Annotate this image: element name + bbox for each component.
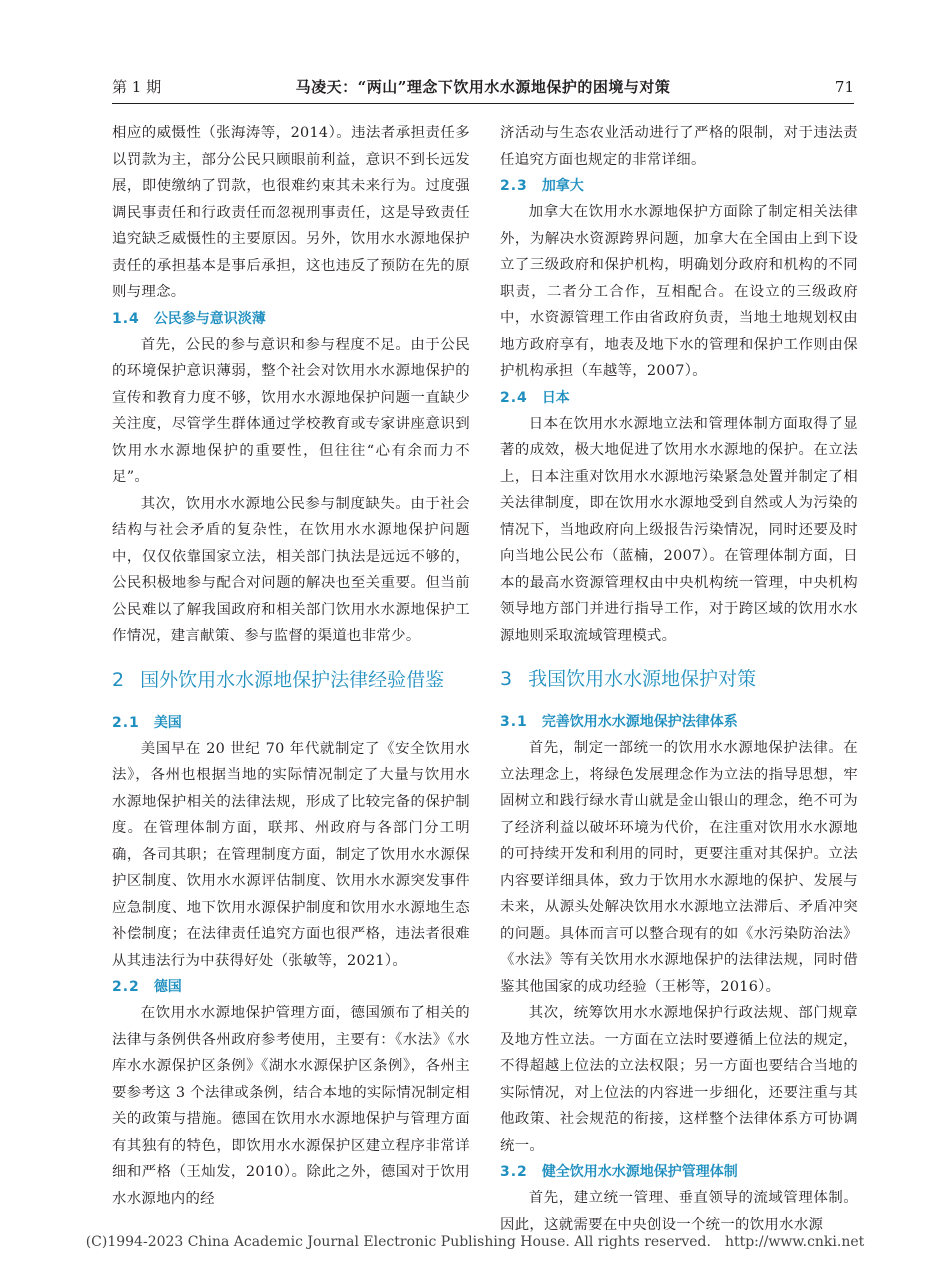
heading-text: 日本 bbox=[541, 389, 570, 406]
issue-label: 第 1 期 bbox=[112, 78, 162, 96]
heading-text: 完善饮用水水源地保护法律体系 bbox=[541, 714, 738, 730]
heading-text: 国外饮用水水源地保护法律经验借鉴 bbox=[140, 668, 445, 691]
copyright-text: (C)1994-2023 China Academic Journal Electronic Publishing House. All rights reserved. bbox=[85, 1234, 711, 1250]
subsection-heading-3-1 bbox=[500, 709, 858, 735]
paragraph: 其次，饮用水水源地公民参与制度缺失。由于社会结构与社会矛盾的复杂性，在饮用水水源地保护问题中，仅仅依靠国家立法，相关部门执法是远远不够的，公民积极地参与配合对问题的解决也至关重要。但当前公民难以了解我国政府和相关部门饮用水水源地保护工作情况，建言献策、参与监督的渠道也非常少。 bbox=[112, 495, 470, 644]
heading-number: 2.1 bbox=[112, 714, 140, 731]
paragraph: 济活动与生态农业活动进行了严格的限制，对于违法责任追究方面也规定的非常详细。 bbox=[500, 125, 858, 168]
heading-number: 2.4 bbox=[500, 389, 528, 406]
paragraph: 首先，制定一部统一的饮用水水源地保护法律。在立法理念上，将绿色发展理念作为立法的指导思想，牢固树立和践行绿水青山就是金山银山的理念，绝不可为了经济利益以破坏环境为代价，在注重对饮用水水源地的可持续开发和利用的同时，更要注重对其保护。立法内容要详细具体，致力于饮用水水源地的保护、发展与未来，从源头处解决饮用水水源地立法滞后、矛盾冲突的问题。具体而言可以整合现有的如《水污染防治法》《水法》等有关饮用水水源地保护的法律法规，同时借鉴其他国家的成功经验（王彬等，2016）。 bbox=[500, 740, 858, 995]
paragraph: 其次，统筹饮用水水源地保护行政法规、部门规章及地方性立法。一方面在立法时要遵循上位法的规定，不得超越上位法的立法权限；另一方面也要结合当地的实际情况，对上位法的内容进一步细化，还要注重与其他政策、社会规范的衔接，这样整个法律体系方可协调统一。 bbox=[500, 1005, 858, 1154]
heading-text: 我国饮用水水源地保护对策 bbox=[528, 668, 757, 690]
footer-url[interactable]: http://www.cnki.net bbox=[724, 1234, 865, 1250]
heading-number: 3 bbox=[500, 668, 513, 690]
heading-text: 加拿大 bbox=[541, 178, 584, 194]
paragraph: 美国早在 20 世纪 70 年代就制定了《安全饮用水法》，各州也根据当地的实际情况制定了大量与饮用水水源地保护相关的法律法规，形成了比较完备的保护制度。在管理体制方面，联邦、州政府与各部门分工明确，各司其职；在管理制度方面，制定了饮用水水源保护区制度、饮用水水源评估制度、饮用水水源突发事件应急制度、地下饮用水源保护制度和饮用水水源地生态补偿制度；在法律责任追究方面也很严格，违法者很难从其违法行为中获得好处（张敏等，2021）。 bbox=[112, 740, 470, 969]
subsection-heading-2-3 bbox=[500, 173, 858, 199]
paragraph: 首先，公民的参与意识和参与程度不足。由于公民的环境保护意识薄弱，整个社会对饮用水水源地保护的宣传和教育力度不够，饮用水水源地保护问题一直缺少关注度，尽管学生群体通过学校教育或专家讲座意识到饮用水水源地保护的重要性，但往往“心有余而力不足”。 bbox=[112, 336, 470, 485]
paragraph: 在饮用水水源地保护管理方面，德国颁布了相关的法律与条例供各州政府参考使用，主要有：《水法》《水库水水源保护区条例》《湖水水源保护区条例》，各州主要参考这 3 个法律或条例，结合本地的实际情况制定相关的政策与措施。德国在饮用水水源地保护与管理方面有其独有的特色，即饮用水水源保护区建立程序非常详细和严格（王灿发，2010）。除此之外，德国对于饮用水水源地内的经 bbox=[112, 1005, 470, 1207]
paragraph: 相应的威慑性（张海涛等，2014）。违法者承担责任多以罚款为主，部分公民只顾眼前利益，意识不到长远发展，即使缴纳了罚款，也很难约束其未来行为。过度强调民事责任和行政责任而忽视刑事责任，这是导致责任追究缺乏威慑性的主要原因。另外，饮用水水源地保护责任的承担基本是事后承担，这也违反了预防在先的原则与理念。 bbox=[112, 125, 470, 300]
paragraph: 加拿大在饮用水水源地保护方面除了制定相关法律外，为解决水资源跨界问题，加拿大在全国由上到下设立了三级政府和保护机构，明确划分政府和机构的不同职责，二者分工合作，互相配合。在设立的三级政府中，水资源管理工作由省政府负责，当地土地规划权由地方政府享有，地表及地下水的管理和保护工作则由保护机构承担（车越等，2007）。 bbox=[500, 204, 858, 379]
page-number: 71 bbox=[834, 78, 854, 96]
heading-number: 2.3 bbox=[500, 178, 528, 194]
heading-text: 健全饮用水水源地保护管理体制 bbox=[541, 1164, 738, 1180]
right-column bbox=[500, 120, 858, 1238]
heading-text: 公民参与意识淡薄 bbox=[153, 310, 266, 327]
subsection-heading-3-2 bbox=[500, 1159, 858, 1185]
subsection-heading-1-4 bbox=[112, 306, 470, 332]
subsection-heading-2-4 bbox=[500, 385, 858, 411]
paragraph: 日本在饮用水水源地立法和管理体制方面取得了显著的成效，极大地促进了饮用水水源地的保护。在立法上，日本注重对饮用水水源地污染紧急处置并制定了相关法律制度，即在饮用水水源地受到自然或人为污染的情况下，当地政府向上级报告污染情况，同时还要及时向当地公民公布（蓝楠，2007）。在管理体制方面，日本的最高水资源管理权由中央机构统一管理，中央机构领导地方部门并进行指导工作，对于跨区域的饮用水水源地则采取流域管理模式。 bbox=[500, 415, 858, 644]
section-heading-2 bbox=[112, 650, 470, 710]
section-heading-3 bbox=[500, 649, 858, 709]
subsection-heading-2-2 bbox=[112, 974, 470, 1000]
running-header bbox=[112, 76, 854, 98]
paragraph: 首先，建立统一管理、垂直领导的流域管理体制。因此，这就需要在中央创设一个统一的饮用水水源 bbox=[500, 1190, 858, 1233]
heading-number: 3.2 bbox=[500, 1164, 528, 1180]
copyright-footer bbox=[0, 1234, 950, 1250]
subsection-heading-2-1 bbox=[112, 710, 470, 736]
heading-text: 美国 bbox=[153, 714, 182, 731]
heading-text: 德国 bbox=[153, 979, 182, 995]
heading-number: 2.2 bbox=[112, 979, 140, 995]
left-column bbox=[112, 120, 470, 1212]
heading-number: 3.1 bbox=[500, 714, 528, 730]
heading-number: 2 bbox=[112, 668, 125, 691]
header-rule bbox=[112, 103, 854, 104]
running-title: 马凌天：“两山”理念下饮用水水源地保护的困境与对策 bbox=[295, 78, 671, 96]
heading-number: 1.4 bbox=[112, 310, 140, 327]
